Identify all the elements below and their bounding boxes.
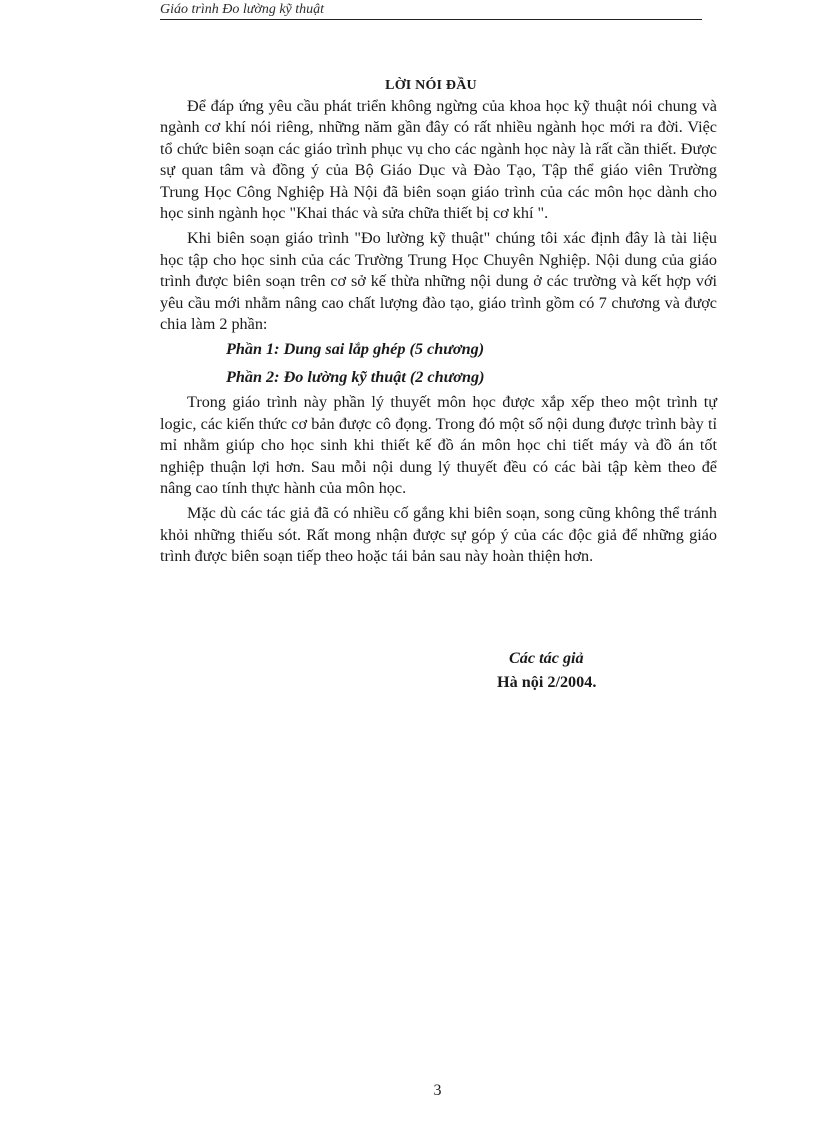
part-2-line: Phần 2: Đo lường kỹ thuật (2 chương) [226,367,485,386]
running-header-title: Giáo trình Đo lường kỹ thuật [160,2,325,17]
signature-authors: Các tác giả [509,649,584,667]
preface-title: LỜI NÓI ĐẦU [385,78,477,93]
signature-block [497,646,596,694]
preface-paragraph-4: Mặc dù các tác giả đã có nhiều cố gắng khi biên soạn, song cũng không thể tránh khỏi những thiếu sót. Rất mong nhận được sự góp ý của các độc giả để những giáo trình được biên soạn tiếp theo hoặc tái bản sau này hoàn thiện hơn. [160,504,717,566]
preface-paragraph-2: Khi biên soạn giáo trình "Đo lường kỹ thuật" chúng tôi xác định đây là tài liệu học tập cho học sinh của các Trường Trung Học Chuyên Nghiệp. Nội dung của giáo trình được biên soạn trên cơ sở kế thừa những nội dung ở các trường và kết hợp với yêu cầu mới nhằm nâng cao chất lượng đào tạo, giáo trình gồm có 7 chương và được chia làm 2 phần: [160,229,717,334]
part-1-line: Phần 1: Dung sai lắp ghép (5 chương) [226,340,485,359]
preface-body [160,96,717,568]
preface-paragraph-1: Để đáp ứng yêu cầu phát triển không ngừng của khoa học kỹ thuật nói chung và ngành cơ khí nói riêng, những năm gần đây có rất nhiều ngành học mới ra đời. Việc tổ chức biên soạn các giáo trình phục vụ cho các ngành học này là rất cần thiết. Được sự quan tâm và đồng ý của Bộ Giáo Dục và Đào Tạo, Tập thể giáo viên Trường Trung Học Công Nghiệp Hà Nội đã biên soạn giáo trình của các môn học dành cho học sinh ngành học "Khai thác và sửa chữa thiết bị cơ khí ". [160,97,717,223]
signature-place-date: Hà nội 2/2004. [497,673,597,691]
running-header [160,0,702,20]
page-number: 3 [433,1082,442,1099]
preface-paragraph-3: Trong giáo trình này phần lý thuyết môn học được xắp xếp theo một trình tự logic, các kiến thức cơ bản được cô đọng. Trong đó một số nội dung được trình bày tỉ mỉ nhằm giúp cho học sinh khi thiết kế đồ án môn học chi tiết máy và đồ án tốt nghiệp thuận lợi hơn. Sau mỗi nội dung lý thuyết đều có các bài tập kèm theo để nâng cao tính thực hành của môn học. [160,393,717,497]
